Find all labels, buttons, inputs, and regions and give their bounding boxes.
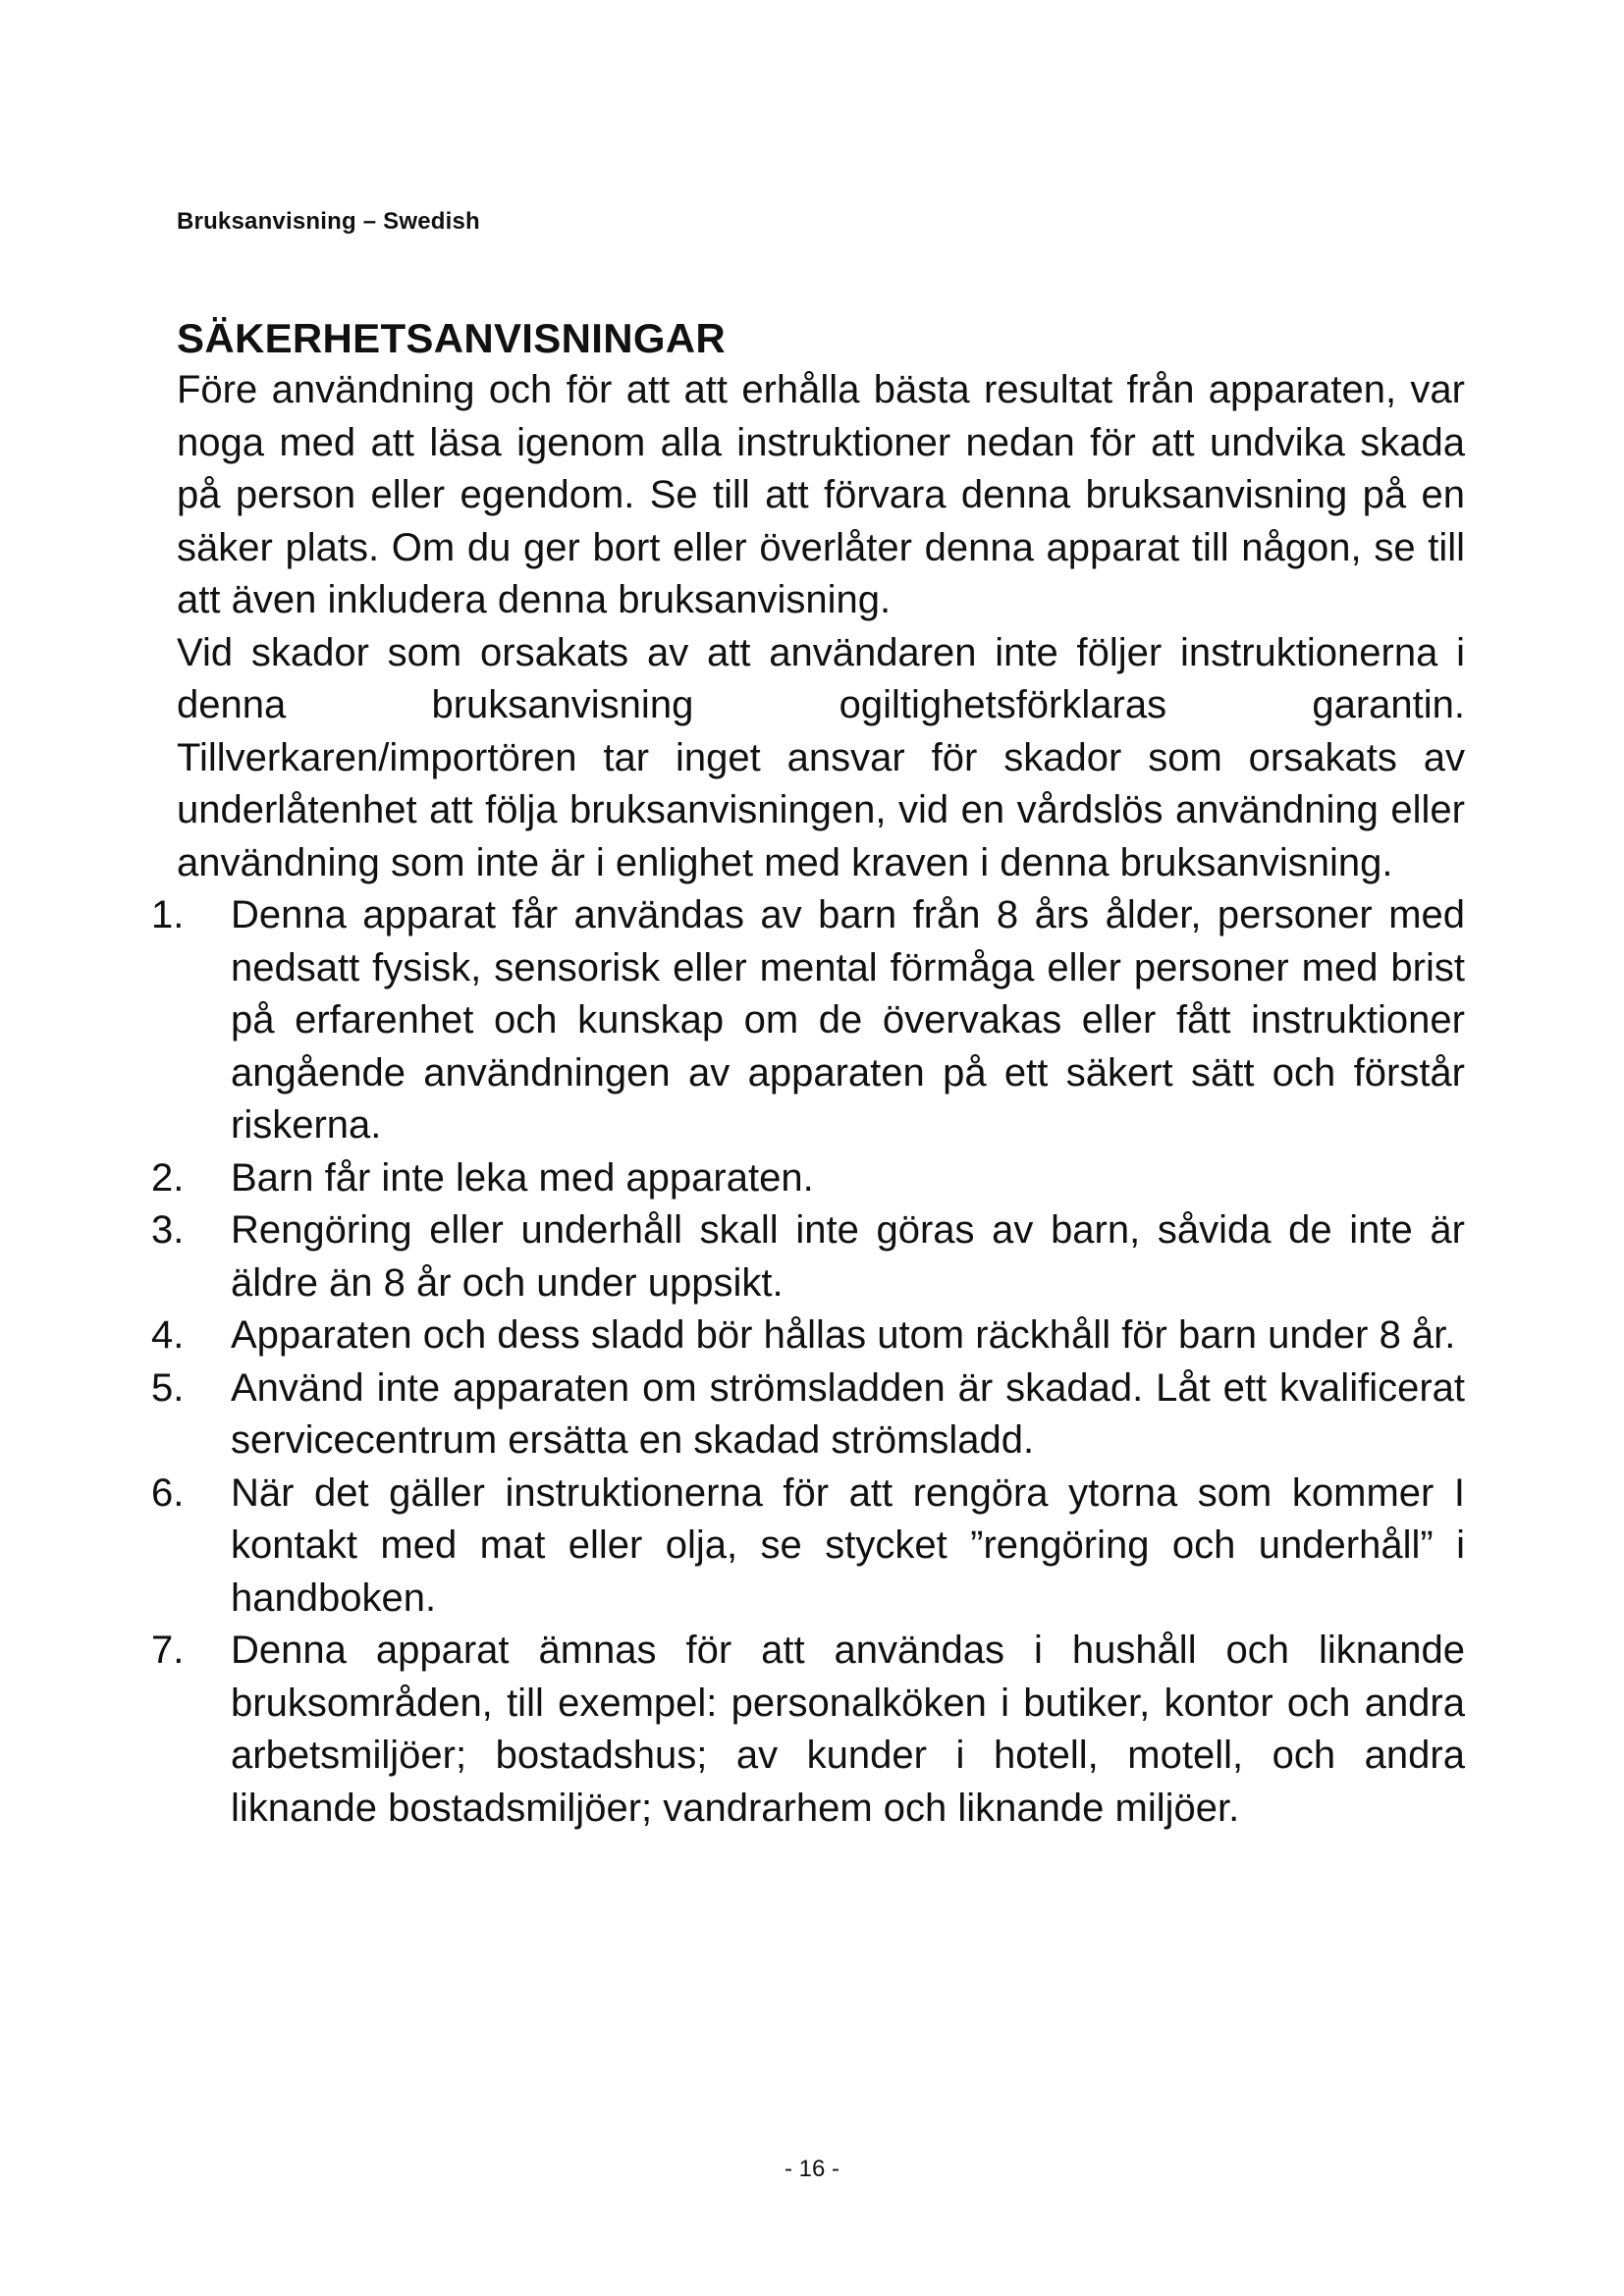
list-item-text: Använd inte apparaten om strömsladden är skadad. Låt ett kvalificerat servicecentrum ersätta en skadad strömsladd.	[231, 1365, 1465, 1462]
list-item-number: 1.	[151, 893, 185, 936]
list-item	[151, 1309, 1465, 1362]
list-item-text: Apparaten och dess sladd bör hållas utom räckhåll för barn under 8 år.	[231, 1313, 1456, 1357]
page-number: - 16 -	[784, 2156, 839, 2182]
warranty-paragraph: Vid skador som orsakats av att användaren inte följer instruktionerna i denna bruksanvisning ogiltighetsförklaras garantin. Tillverkaren/importören tar inget ansvar för skador som orsakats av underlåtenhet att följa bruksanvisningen, vid en vårdslös användning eller användning som inte är i enlighet med kraven i denna bruksanvisning.	[177, 630, 1465, 884]
intro-paragraph: Före användning och för att att erhålla bästa resultat från apparaten, var noga med att läsa igenom alla instruktioner nedan för att undvika skada på person eller egendom. Se till att förvara denna bruksanvisning på en säker plats. Om du ger bort eller överlåter denna apparat till någon, se till att även inkludera denna bruksanvisning.	[177, 368, 1465, 621]
list-item-number: 2.	[151, 1155, 185, 1200]
document-header: Bruksanvisning – Swedish	[177, 208, 480, 235]
list-item	[151, 889, 1465, 1152]
list-item-text: Rengöring eller underhåll skall inte göras av barn, såvida de inte är äldre än 8 år och under uppsikt.	[231, 1208, 1465, 1305]
section-title: SÄKERHETSANVISNINGAR	[177, 315, 727, 361]
list-item-text: Barn får inte leka med apparaten.	[231, 1155, 814, 1200]
document-body	[151, 312, 1465, 1835]
list-item-text: Denna apparat ämnas för att användas i hushåll och liknande bruksområden, till exempel: personalköken i butiker, kontor och andra arbetsmiljöer; bostadshus; av kunder i hotell, motell, och andra liknande bostadsmiljöer; vandrarhem och liknande miljöer.	[231, 1629, 1465, 1830]
list-item	[151, 1152, 1465, 1205]
list-item-text: Denna apparat får användas av barn från 8 års ålder, personer med nedsatt fysisk, sensorisk eller mental förmåga eller personer med brist på erfarenhet och kunskap om de övervakas eller fått instruktioner angående användningen av apparaten på ett säkert sätt och förstår riskerna.	[231, 893, 1465, 1147]
list-item-number: 7.	[151, 1629, 185, 1672]
list-item-number: 4.	[151, 1313, 185, 1357]
list-item	[151, 1362, 1465, 1468]
list-item-number: 5.	[151, 1365, 185, 1410]
list-item-text: När det gäller instruktionerna för att rengöra ytorna som kommer I kontakt med mat eller olja, se stycket ”rengöring och underhåll” i handboken.	[231, 1470, 1465, 1620]
list-item	[151, 1204, 1465, 1309]
list-item-number: 3.	[151, 1208, 185, 1252]
list-item	[151, 1625, 1465, 1835]
list-item	[151, 1468, 1465, 1626]
list-item-number: 6.	[151, 1470, 185, 1515]
safety-instructions-list	[151, 889, 1465, 1835]
